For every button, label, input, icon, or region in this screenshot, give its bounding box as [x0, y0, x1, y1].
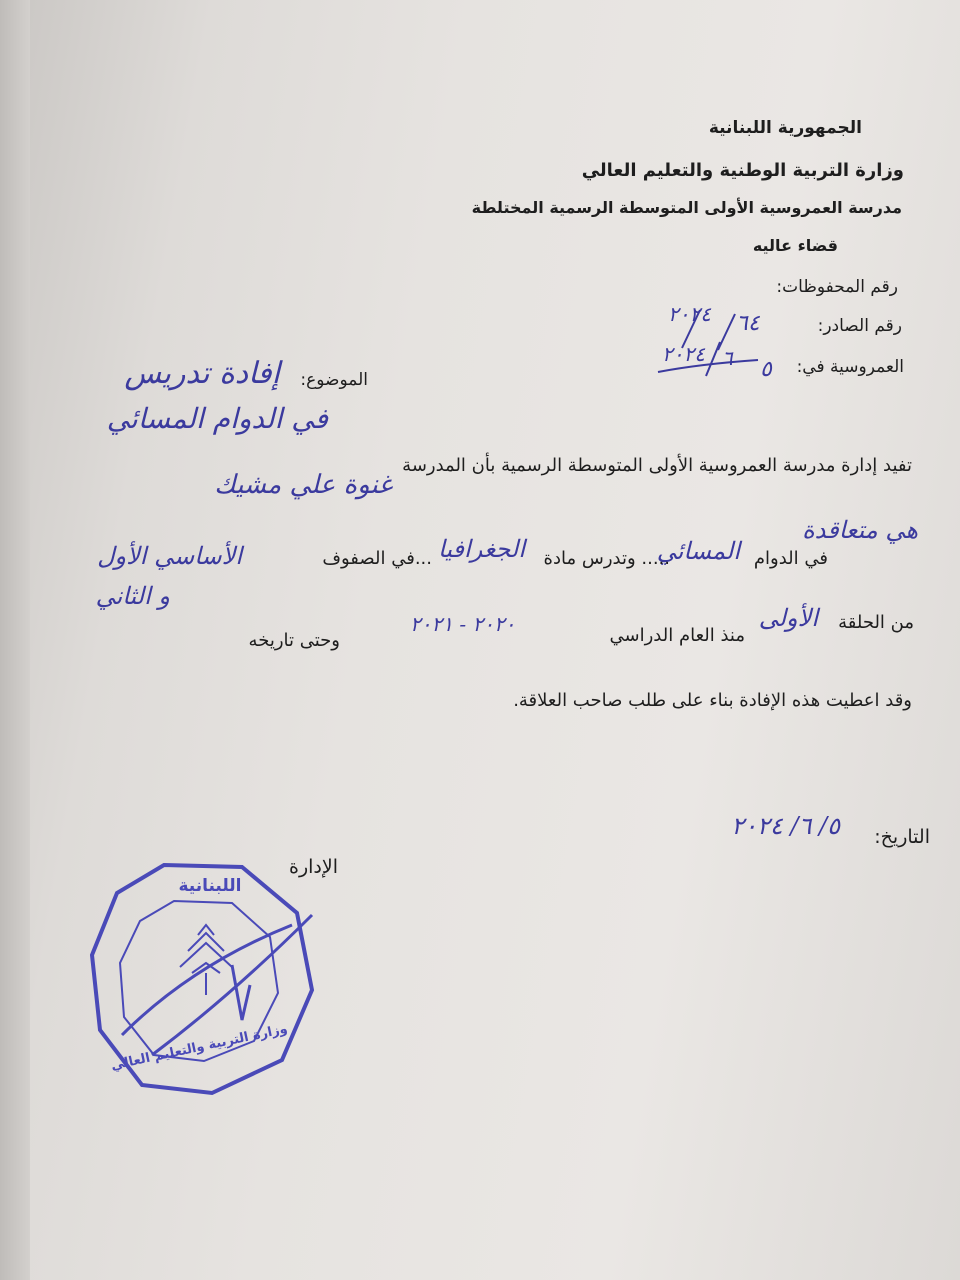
academic-year-value: ٢٠٢٠ - ٢٠٢١ — [410, 612, 516, 636]
header-ministry: وزارة التربية الوطنية والتعليم العالي — [581, 160, 904, 181]
issue-date-label: التاريخ: — [874, 826, 930, 848]
stamp-top-text — [178, 876, 241, 896]
header-republic: الجمهورية اللبنانية — [708, 118, 862, 138]
cycle-value: الأولى — [758, 604, 818, 632]
teacher-name: غنوة علي مشيك — [214, 470, 392, 500]
header-school: مدرسة العمروسية الأولى المتوسطة الرسمية المختلطة — [471, 198, 902, 217]
stamp-bottom-text — [110, 1022, 289, 1074]
shift-value: المسائي — [656, 537, 740, 565]
classes-value-2: و الثاني — [95, 582, 170, 610]
paper-edge-shadow — [0, 0, 30, 1280]
body-shift-label: في الدوام — [753, 548, 828, 569]
header-district: قضاء عاليه — [752, 236, 838, 255]
subject-line1: إفادة تدريس — [124, 356, 280, 391]
administration-label: الإدارة — [289, 856, 338, 878]
body-classes-label: ...في الصفوف — [322, 548, 432, 569]
place-date-month: ٦ — [722, 346, 733, 370]
place-date-year: ٢٠٢٤ — [662, 342, 705, 366]
outgoing-number-label: رقم الصادر: — [817, 316, 902, 336]
subject-label: الموضوع: — [300, 370, 368, 390]
official-stamp — [82, 855, 322, 1100]
place-date-day: ٥ — [760, 357, 772, 382]
body-subject-label: ..... وتدرس مادة — [543, 548, 670, 569]
taught-subject: الجغرافيا — [438, 535, 525, 563]
outgoing-number-value: ٦٤ — [736, 311, 760, 336]
svg-text:اللبنانية: اللبنانية — [178, 876, 242, 896]
body-until-date: وحتى تاريخه — [248, 630, 340, 651]
classes-value-1: الأساسي الأول — [97, 542, 242, 570]
svg-text:وزارة التربية والتعليم العالي: وزارة التربية والتعليم العالي — [109, 1021, 289, 1074]
body-line1-printed: تفيد إدارة مدرسة العمروسية الأولى المتوسطة الرسمية بأن المدرسة — [402, 455, 912, 476]
contract-status: هي متعاقدة — [802, 516, 918, 544]
archive-number-label: رقم المحفوظات: — [776, 277, 898, 297]
place-date-label: العمروسية في: — [796, 357, 904, 377]
body-closing-line: وقد اعطيت هذه الإفادة بناء على طلب صاحب العلاقة. — [513, 690, 912, 711]
issue-date-value: ٥/ ٦/ ٢٠٢٤ — [731, 812, 840, 840]
body-year-label: منذ العام الدراسي — [609, 625, 745, 646]
reference-slashes — [640, 300, 770, 380]
body-cycle-label: من الحلقة — [838, 612, 914, 633]
subject-line2: في الدوام المسائي — [106, 402, 328, 435]
outgoing-number-year: ٢٠٢٤ — [668, 302, 711, 326]
